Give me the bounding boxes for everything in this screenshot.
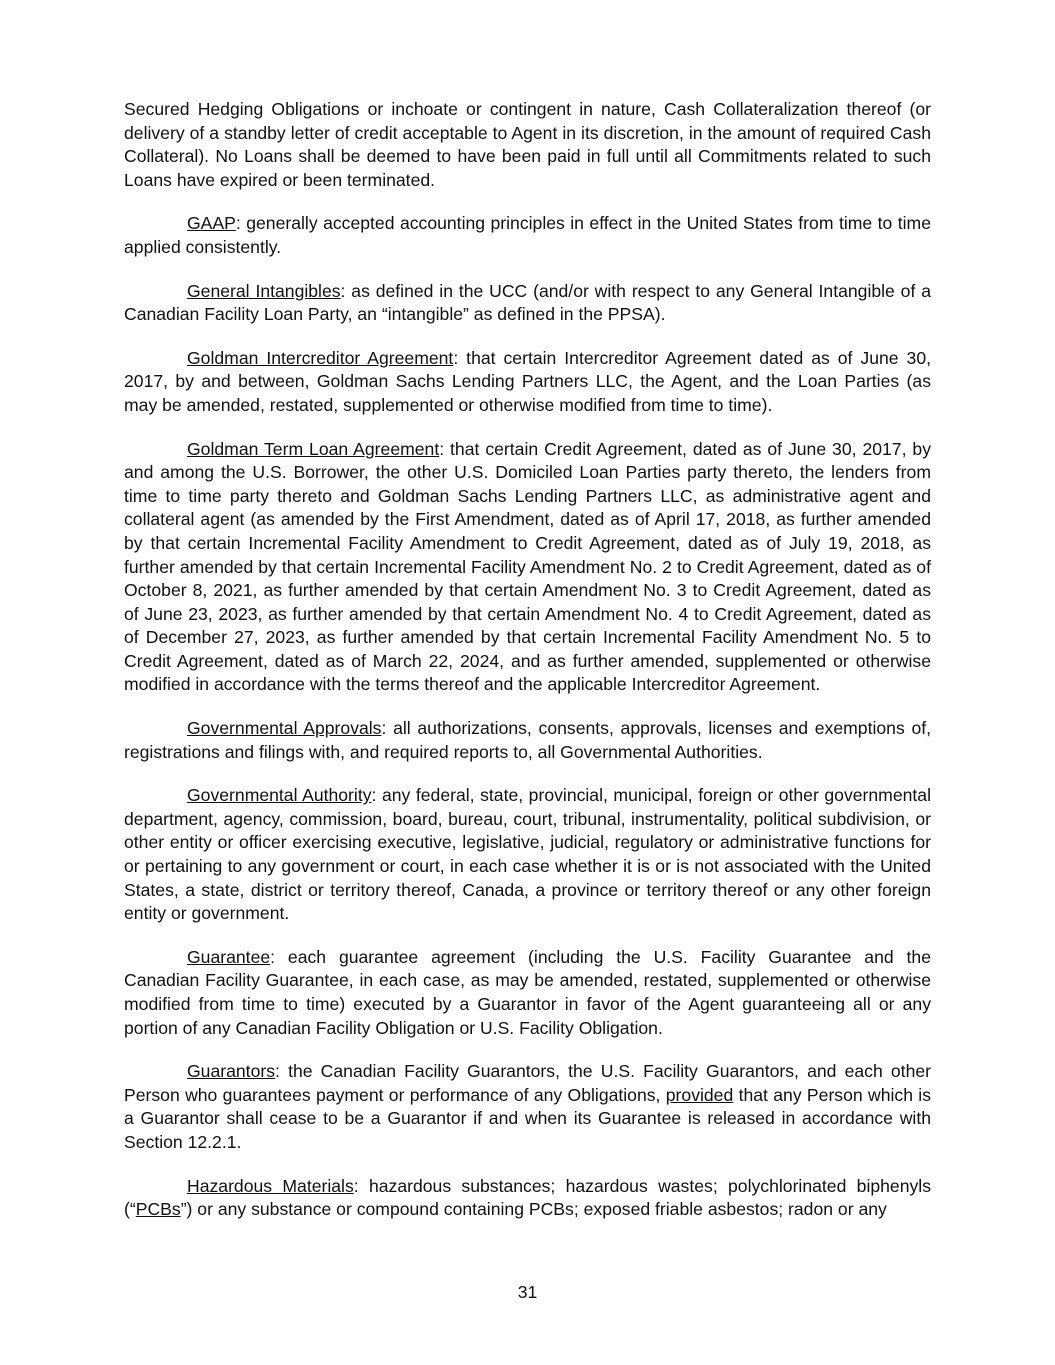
definition-governmental-authority	[124, 784, 931, 926]
definition-text: : hazardous substances; hazardous wastes; polychlorinated biphenyls (“	[124, 1175, 931, 1220]
page-number: 31	[517, 1282, 538, 1302]
defined-term: Guarantee	[187, 946, 271, 967]
definition-text: : that certain Credit Agreement, dated as of June 30, 2017, by and among the U.S. Borrower, the other U.S. Domiciled Loan Parties party thereto, the lenders from time to time party thereto and Goldman Sachs Lending Partners LLC, as administrative agent and collateral agent (as amended by the First Amendment, dated as of April 17, 2018, as further amended by that certain Incremental Facility Amendment to Credit Agreement, dated as of July 19, 2018, as further amended by that certain Incremental Facility Amendment No. 2 to Credit Agreement, dated as of October 8, 2021, as further amended by that certain Amendment No. 3 to Credit Agreement, dated as of June 23, 2023, as further amended by that certain Amendment No. 4 to Credit Agreement, dated as of December 27, 2023, as further amended by that certain Incremental Facility Amendment No. 5 to Credit Agreement, dated as of March 22, 2024, and as further amended, supplemented or otherwise modified in accordance with the terms thereof and the applicable Intercreditor Agreement.	[124, 438, 931, 695]
definition-text: : generally accepted accounting principles in effect in the United States from time to time applied consistently.	[124, 213, 931, 257]
document-page	[124, 98, 931, 1242]
defined-term: Governmental Authority	[187, 785, 372, 806]
definition-hazardous-materials	[124, 1175, 931, 1222]
continuation-paragraph: Secured Hedging Obligations or inchoate or contingent in nature, Cash Collateralization thereof (or delivery of a standby letter of credit acceptable to Agent in its discretion, in the amount of required Cash Collateral). No Loans shall be deemed to have been paid in full until all Commitments related to such Loans have expired or been terminated.	[124, 99, 931, 190]
definition-text: : each guarantee agreement (including the U.S. Facility Guarantee and the Canadian Facility Guarantee, in each case, as may be amended, restated, supplemented or otherwise modified from time to time) executed by a Guarantor in favor of the Agent guaranteeing all or any portion of any Canadian Facility Obligation or U.S. Facility Obligation.	[124, 946, 931, 1038]
defined-term: Goldman Intercreditor Agreement	[187, 347, 454, 368]
underlined-word: PCBs	[135, 1199, 181, 1220]
defined-term: Goldman Term Loan Agreement	[187, 438, 440, 459]
definition-text: ”) or any substance or compound containing PCBs; exposed friable asbestos; radon or any	[180, 1199, 887, 1220]
definition-governmental-approvals	[124, 717, 931, 764]
underlined-word: provided	[665, 1084, 734, 1105]
definition-text: : as defined in the UCC (and/or with respect to any General Intangible of a Canadian Facility Loan Party, an “intangible” as defined in the PPSA).	[124, 280, 931, 325]
defined-term: Governmental Approvals	[187, 718, 382, 739]
definition-gaap	[124, 212, 931, 259]
definition-guarantors	[124, 1060, 931, 1154]
definition-goldman-term-loan-agreement	[124, 438, 931, 698]
defined-term: Hazardous Materials	[187, 1175, 354, 1196]
defined-term: General Intangibles	[187, 280, 341, 301]
defined-term: Guarantors	[187, 1061, 276, 1082]
definition-guarantee	[124, 946, 931, 1040]
definition-general-intangibles	[124, 280, 931, 327]
definition-goldman-intercreditor-agreement	[124, 347, 931, 418]
definition-text: that any Person which is a Guarantor shall cease to be a Guarantor if and when its Guarantee is released in accordance with Section 12.2.1.	[124, 1084, 931, 1152]
definition-text: : any federal, state, provincial, municipal, foreign or other governmental department, agency, commission, board, bureau, court, tribunal, instrumentality, political subdivision, or other entity or officer exercising executive, legislative, judicial, regulatory or administrative functions for or pertaining to any government or court, in each case whether it is or is not associated with the United States, a state, district or territory thereof, Canada, a province or territory thereof or any other foreign entity or government.	[124, 785, 931, 924]
defined-term: GAAP	[187, 213, 236, 234]
definition-text: : the Canadian Facility Guarantors, the U.S. Facility Guarantors, and each other Person who guarantees payment or performance of any Obligations,	[124, 1061, 931, 1105]
definition-text: : that certain Intercreditor Agreement dated as of June 30, 2017, by and between, Goldman Sachs Lending Partners LLC, the Agent, and the Loan Parties (as may be amended, restated, supplemented or otherwise modified from time to time).	[124, 347, 931, 415]
definition-text: : all authorizations, consents, approvals, licenses and exemptions of, registrations and filings with, and required reports to, all Governmental Authorities.	[124, 718, 932, 762]
